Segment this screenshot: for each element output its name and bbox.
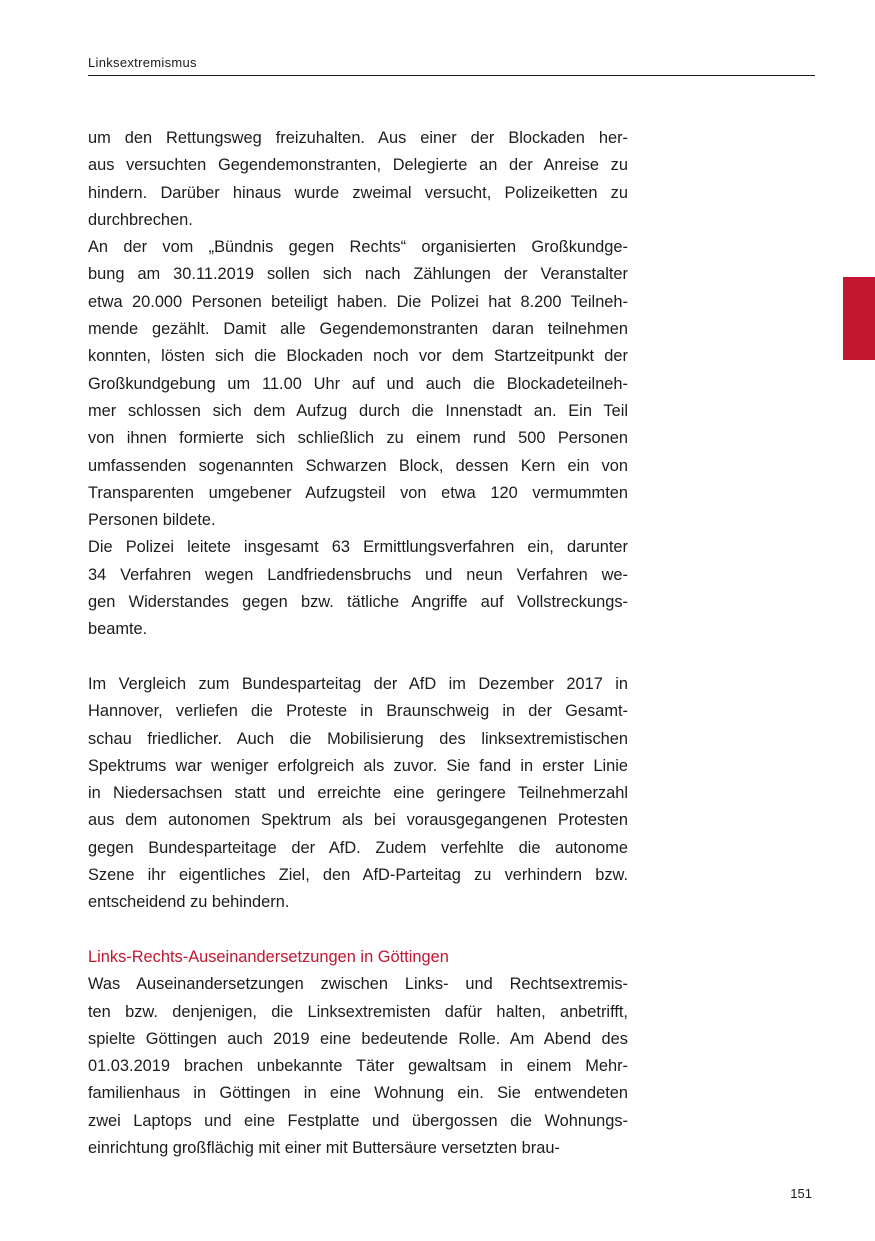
text-line: Szene ihr eigentliches Ziel, den AfD-Parteitag zu verhindern bzw. [88, 866, 628, 885]
text-line: mer schlossen sich dem Aufzug durch die Innenstadt an. Ein Teil [88, 401, 628, 420]
text-line: Großkundgebung um 11.00 Uhr auf und auch die Blockadeteilneh- [88, 374, 628, 393]
paragraph [88, 671, 628, 917]
text-line: hindern. Darüber hinaus wurde zweimal versucht, Polizeiketten zu [88, 183, 628, 202]
paragraph [88, 534, 628, 643]
page-number: 151 [790, 1186, 812, 1201]
text-line: Im Vergleich zum Bundesparteitag der AfD im Dezember 2017 in [88, 674, 628, 693]
text-line: von ihnen formierte sich schließlich zu einem rund 500 Personen [88, 429, 628, 448]
running-head: Linksextremismus [88, 55, 197, 70]
text-line: beamte. [88, 620, 148, 639]
section-heading: Links-Rechts-Auseinandersetzungen in Göttingen [88, 947, 449, 966]
text-line: aus dem autonomen Spektrum als bei vorausgegangenen Protesten [88, 811, 628, 830]
paragraph-spacer [88, 917, 628, 944]
text-line: Was Auseinandersetzungen zwischen Links- und Rechtsextremis- [88, 975, 628, 994]
text-line: spielte Göttingen auch 2019 eine bedeutende Rolle. Am Abend des [88, 1029, 628, 1048]
text-line: entscheidend zu behindern. [88, 893, 290, 912]
text-line: ten bzw. denjenigen, die Linksextremisten dafür halten, anbetrifft, [88, 1002, 628, 1021]
text-line: Die Polizei leitete insgesamt 63 Ermittlungsverfahren ein, darunter [88, 538, 628, 557]
text-line: zwei Laptops und eine Festplatte und übergossen die Wohnungs- [88, 1111, 628, 1130]
page-body [88, 125, 628, 1162]
text-line: An der vom „Bündnis gegen Rechts“ organisierten Großkundge- [88, 238, 628, 257]
text-line: gegen Bundesparteitage der AfD. Zudem verfehlte die autonome [88, 838, 628, 857]
text-line: Personen bildete. [88, 511, 216, 530]
text-line: gen Widerstandes gegen bzw. tätliche Angriffe auf Vollstreckungs- [88, 593, 628, 612]
text-line: Transparenten umgebener Aufzugsteil von etwa 120 vermummten [88, 483, 628, 502]
text-line: um den Rettungsweg freizuhalten. Aus einer der Blockaden her- [88, 129, 628, 147]
text-line: konnten, lösten sich die Blockaden noch vor dem Startzeitpunkt der [88, 347, 628, 366]
text-line: 34 Verfahren wegen Landfriedensbruchs und neun Verfahren we- [88, 565, 628, 584]
text-line: in Niedersachsen statt und erreichte eine geringere Teilnehmerzahl [88, 784, 628, 803]
text-line: bung am 30.11.2019 sollen sich nach Zählungen der Veranstalter [88, 265, 628, 284]
paragraph-spacer [88, 644, 628, 671]
paragraph [88, 125, 628, 234]
text-line: Hannover, verliefen die Proteste in Braunschweig in der Gesamt- [88, 702, 628, 721]
text-line: familienhaus in Göttingen in eine Wohnung ein. Sie entwendeten [88, 1084, 628, 1103]
text-line: Spektrums war weniger erfolgreich als zuvor. Sie fand in erster Linie [88, 756, 628, 775]
paragraph [88, 234, 628, 534]
text-line: schau friedlicher. Auch die Mobilisierung des linksextremistischen [88, 729, 628, 748]
chapter-tab-marker [843, 277, 875, 360]
text-line: durchbrechen. [88, 210, 193, 229]
text-line: 01.03.2019 brachen unbekannte Täter gewaltsam in einem Mehr- [88, 1057, 628, 1076]
text-line: aus versuchten Gegendemonstranten, Delegierte an der Anreise zu [88, 156, 628, 175]
text-line: etwa 20.000 Personen beteiligt haben. Die Polizei hat 8.200 Teilneh- [88, 292, 628, 311]
text-line: umfassenden sogenannten Schwarzen Block, dessen Kern ein von [88, 456, 628, 475]
text-line: einrichtung großflächig mit einer mit Buttersäure versetzten brau- [88, 1138, 560, 1157]
header-rule [88, 75, 815, 76]
text-line: mende gezählt. Damit alle Gegendemonstranten daran teilnehmen [88, 320, 628, 339]
paragraph [88, 971, 628, 1162]
